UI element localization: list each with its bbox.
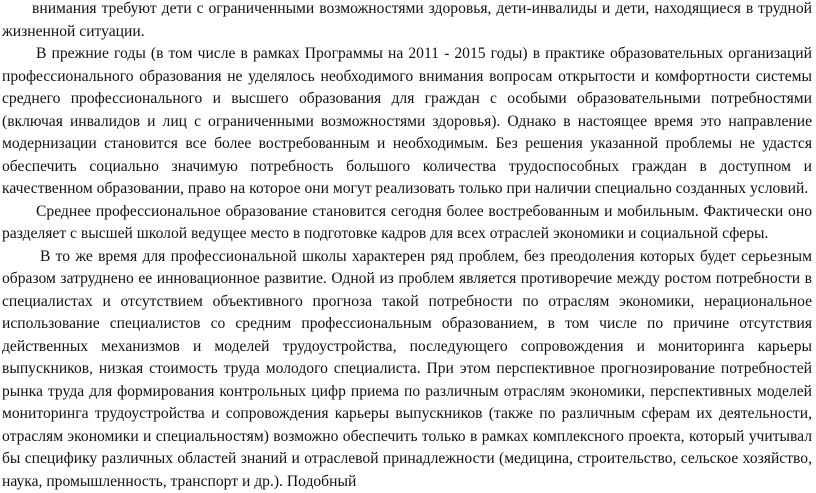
document-page	[2, 0, 812, 493]
paragraph-secondary-education: Среднее профессиональное образование становится сегодня более востребованным и мобильным. Фактически оно разделяет с высшей школой ведущее место в подготовке кадров для всех отраслей экономики и социальной сферы.	[2, 201, 812, 246]
paragraph-problems: В то же время для профессиональной школы характерен ряд проблем, без преодоления которых будет серьезным образом затруднено ее инновационное развитие. Одной из проблем является противоречие между ростом потребности в специалистах и отсутствием объективного прогноза такой потребности по отраслям экономики, нерациональное использование специалистов со средним профессиональным образованием, в том числе по причине отсутствия действенных механизмов и моделей трудоустройства, последующего сопровождения и мониторинга карьеры выпускников, низкая стоимость труда молодого специалиста. При этом перспективное прогнозирование потребностей рынка труда для формирования контрольных цифр приема по различным отраслям экономики, перспективных моделей мониторинга трудоустройства и сопровождения карьеры выпускников (также по различным сферам их деятельности, отраслям экономики и специальностям) возможно обеспечить только в рамках комплексного проекта, который учитывал бы специфику различных областей знаний и отраслевой принадлежности (медицина, строительство, сельское хозяйство, наука, промышленность, транспорт и др.). Подобный	[2, 246, 812, 493]
paragraph-continued: внимания требуют дети с ограниченными возможностями здоровья, дети-инвалиды и дети, находящиеся в трудной жизненной ситуации.	[2, 0, 812, 43]
paragraph-previous-years: В прежние годы (в том числе в рамках Программы на 2011 - 2015 годы) в практике образовательных организаций профессионального образования не уделялось необходимого внимания вопросам открытости и комфортности системы среднего профессионального и высшего образования для граждан с особыми образовательными потребностями (включая инвалидов и лиц с ограниченными возможностями здоровья). Однако в настоящее время это направление модернизации становится все более востребованным и необходимым. Без решения указанной проблемы не удастся обеспечить социально значимую потребность большого количества трудоспособных граждан в доступном и качественном образовании, право на которое они могут реализовать только при наличии специально созданных условий.	[2, 43, 812, 201]
